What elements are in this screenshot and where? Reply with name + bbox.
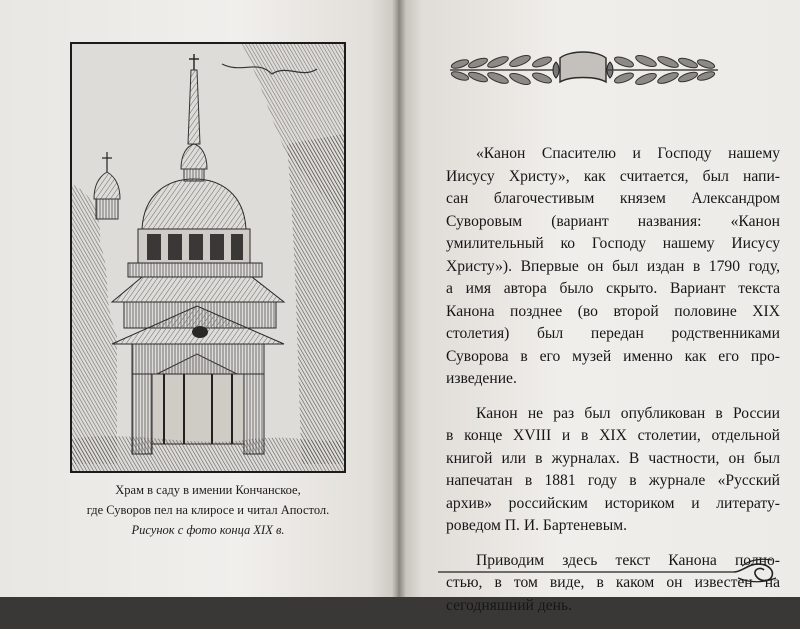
caption-credit: Рисунок с фото конца XIX в. (131, 523, 285, 537)
text-line: Канона позднее (во второй половине XIX (446, 302, 780, 320)
text-line: архив» российским историком и литерату- (446, 494, 780, 512)
text-line: сегодняшний день. (446, 596, 572, 614)
text-line: роведом П. И. Бартеневым. (446, 517, 627, 534)
caption-line: где Суворов пел на клиросе и читал Апостол. (86, 503, 330, 517)
illustration-caption (40, 480, 376, 540)
book-gutter (392, 0, 406, 597)
church-drawing (72, 44, 344, 471)
paragraph-2 (446, 403, 780, 538)
text-line: «Канон Спасителю и Господу нашему (476, 145, 780, 162)
text-line: столетия) был передан родственниками (446, 325, 780, 342)
text-line: стью, в том виде, в каком он известен на (446, 574, 780, 591)
text-line: Христу»). Впервые он был издан в 1790 году, (446, 257, 780, 275)
text-line: книгой или в журналах. В частности, он был (446, 449, 780, 467)
church-illustration (70, 42, 346, 473)
text-line: Канон не раз был опубликован в России (476, 404, 780, 422)
swirl-rule-ornament-icon (438, 552, 780, 586)
text-line: Суворовым (вариант названия: «Канон (446, 212, 780, 230)
paragraph-1 (446, 143, 780, 391)
text-line: Иисусу Христу», как считается, был напи- (446, 167, 780, 185)
laurel-scroll-ornament-icon (446, 36, 722, 98)
text-line: сан благочестивым князем Александром (446, 190, 780, 207)
text-line: в конце XVIII и в XIX столетии, отдельной (446, 427, 780, 444)
text-line: Суворова в его музей именно как его про- (446, 347, 780, 365)
text-line: напечатан в 1881 году в журнале «Русский (446, 472, 780, 489)
text-line: умилительный ко Господу нашему Иисусу (446, 235, 780, 252)
text-line: Приводим здесь текст Канона полно- (476, 551, 780, 569)
caption-line: Храм в саду в имении Кончанское, (115, 483, 301, 497)
text-line: а имя автора было скрыто. Вариант текста (446, 280, 780, 297)
left-page (0, 0, 398, 597)
text-line: изведение. (446, 370, 517, 387)
